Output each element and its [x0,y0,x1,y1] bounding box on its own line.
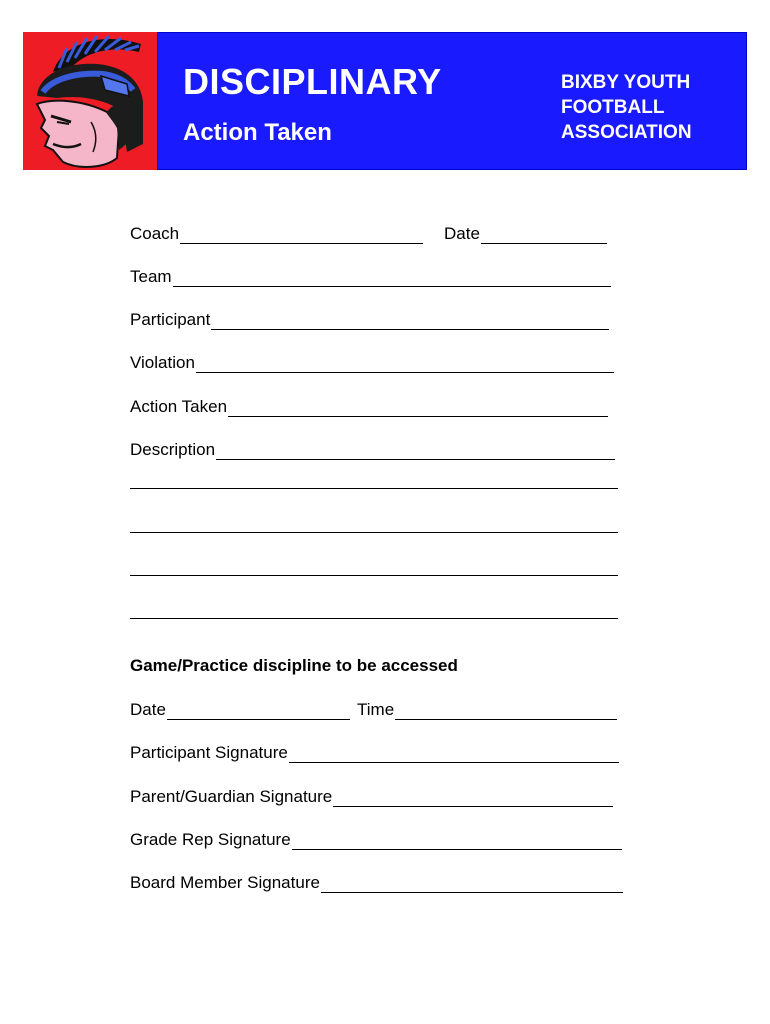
page-subtitle: Action Taken [183,119,332,146]
coach-line[interactable] [180,229,423,244]
participant-field[interactable] [130,310,609,330]
coach-label: Coach [130,224,180,243]
participant-signature-label: Participant Signature [130,743,288,762]
participant-signature-line[interactable] [289,748,619,763]
coach-field[interactable] [130,224,423,244]
description-line[interactable] [130,575,618,576]
discipline-heading: Game/Practice discipline to be accessed [130,656,458,675]
parent-signature-line[interactable] [333,792,613,807]
logo [23,32,157,170]
description-line[interactable] [130,618,618,619]
association-line: FOOTBALL [561,97,665,118]
team-label: Team [130,267,172,286]
header-banner [23,32,747,170]
violation-field[interactable] [130,353,614,373]
association-line: ASSOCIATION [561,122,692,143]
action-taken-field[interactable] [130,397,608,417]
board-member-signature-label: Board Member Signature [130,873,320,892]
date-field[interactable] [444,224,607,244]
description-line[interactable] [216,445,615,460]
participant-label: Participant [130,310,211,329]
discipline-date-field[interactable] [130,700,350,720]
discipline-time-label: Time [357,700,395,719]
page-title: DISCIPLINARY [183,61,442,102]
discipline-time-field[interactable] [357,700,617,720]
description-field[interactable] [130,440,615,460]
parent-signature-field[interactable] [130,787,613,807]
date-label: Date [444,224,480,243]
date-line[interactable] [481,229,607,244]
grade-rep-signature-field[interactable] [130,830,622,850]
grade-rep-signature-label: Grade Rep Signature [130,830,291,849]
title-panel [157,32,747,170]
association-name [561,70,692,145]
board-member-signature-field[interactable] [130,873,623,893]
violation-label: Violation [130,353,195,372]
description-line[interactable] [130,532,618,533]
participant-line[interactable] [211,315,609,330]
violation-line[interactable] [196,358,614,373]
grade-rep-signature-line[interactable] [292,835,622,850]
description-label: Description [130,440,216,459]
discipline-date-line[interactable] [167,705,350,720]
description-line[interactable] [130,488,618,489]
parent-signature-label: Parent/Guardian Signature [130,787,333,806]
board-member-signature-line[interactable] [321,878,623,893]
association-line: BIXBY YOUTH [561,72,691,93]
team-field[interactable] [130,267,611,287]
spartan-helmet-icon [23,32,157,170]
team-line[interactable] [173,272,611,287]
discipline-date-label: Date [130,700,166,719]
discipline-time-line[interactable] [395,705,617,720]
participant-signature-field[interactable] [130,743,619,763]
action-taken-label: Action Taken [130,397,228,416]
action-taken-line[interactable] [228,402,608,417]
